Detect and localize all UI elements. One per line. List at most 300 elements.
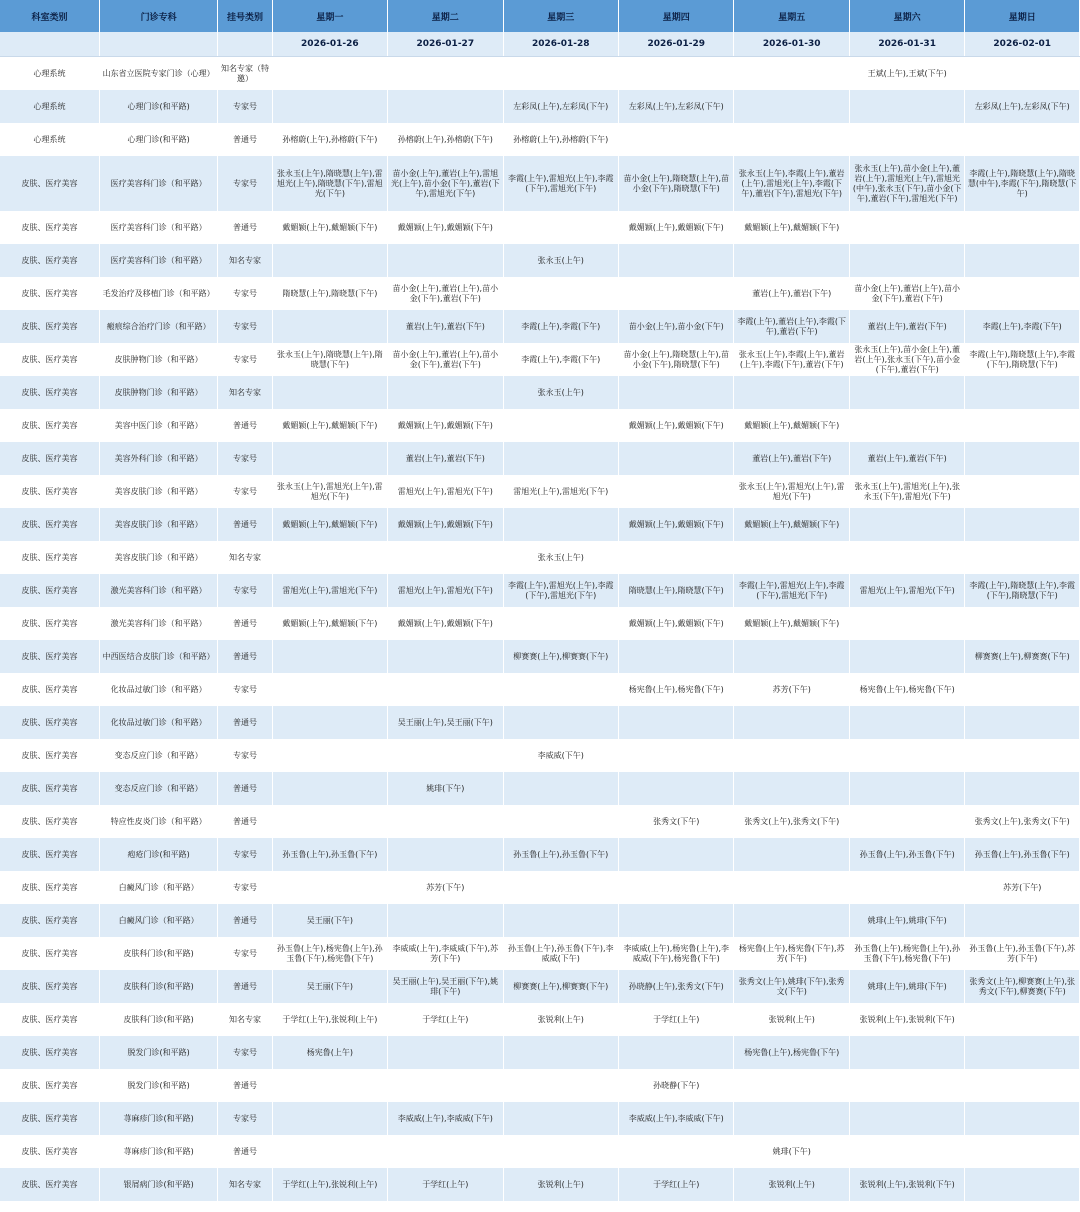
schedule-cell: [734, 1102, 849, 1135]
column-header: 星期六: [849, 0, 964, 32]
schedule-cell: [388, 244, 503, 277]
schedule-cell: [849, 1135, 964, 1168]
reg-type-cell: 知名专家: [218, 1168, 272, 1201]
table-row: [0, 574, 1080, 607]
schedule-cell: [849, 640, 964, 673]
schedule-cell: [503, 706, 618, 739]
schedule-cell: [272, 871, 387, 904]
schedule-cell: 戴媚颖(上午),戴媚颖(下午): [734, 409, 849, 442]
table-row: [0, 739, 1080, 772]
reg-type-cell: 专家号: [218, 90, 272, 123]
dept-cell: 皮肤、医疗美容: [0, 343, 99, 376]
date-header: 2026-01-29: [619, 32, 734, 57]
schedule-cell: [272, 805, 387, 838]
clinic-cell: 激光美容科门诊（和平路）: [99, 574, 217, 607]
schedule-cell: 张永玉(上午),李霞(上午),董岩(上午),李霞(下午),董岩(下午): [734, 343, 849, 376]
schedule-cell: 李威威(上午),李威威(下午): [619, 1102, 734, 1135]
schedule-cell: 于学红(上午): [388, 1168, 503, 1201]
schedule-cell: 柳赛赛(上午),柳赛赛(下午): [965, 640, 1080, 673]
dept-cell: 皮肤、医疗美容: [0, 1036, 99, 1069]
date-header: [218, 32, 272, 57]
schedule-cell: 张秀文(下午): [619, 805, 734, 838]
schedule-cell: [503, 772, 618, 805]
schedule-cell: 李威威(上午),李威威(下午): [388, 1102, 503, 1135]
table-row: [0, 277, 1080, 310]
clinic-cell: 医疗美容科门诊（和平路）: [99, 156, 217, 211]
dept-cell: 皮肤、医疗美容: [0, 1135, 99, 1168]
dept-cell: 皮肤、医疗美容: [0, 277, 99, 310]
dept-cell: 皮肤、医疗美容: [0, 508, 99, 541]
dept-cell: 皮肤、医疗美容: [0, 1003, 99, 1036]
schedule-cell: [272, 442, 387, 475]
dept-cell: 皮肤、医疗美容: [0, 1069, 99, 1102]
table-row: [0, 310, 1080, 343]
schedule-cell: [734, 1069, 849, 1102]
reg-type-cell: 知名专家（特邀）: [218, 57, 272, 91]
schedule-cell: [619, 739, 734, 772]
schedule-cell: [503, 409, 618, 442]
clinic-cell: 白癜风门诊（和平路）: [99, 871, 217, 904]
schedule-cell: 孙玉鲁(上午),孙玉鲁(下午): [965, 838, 1080, 871]
table-row: [0, 409, 1080, 442]
reg-type-cell: 专家号: [218, 673, 272, 706]
dept-cell: 皮肤、医疗美容: [0, 673, 99, 706]
clinic-cell: 毛发治疗及移植门诊（和平路）: [99, 277, 217, 310]
schedule-cell: 戴媚颖(上午),戴媚颖(下午): [388, 508, 503, 541]
schedule-cell: [272, 673, 387, 706]
column-header: 挂号类别: [218, 0, 272, 32]
schedule-cell: [619, 1036, 734, 1069]
schedule-cell: [388, 640, 503, 673]
reg-type-cell: 知名专家: [218, 541, 272, 574]
schedule-cell: [965, 673, 1080, 706]
schedule-cell: [388, 1036, 503, 1069]
schedule-cell: [965, 211, 1080, 244]
schedule-cell: [965, 1069, 1080, 1102]
table-row: [0, 376, 1080, 409]
reg-type-cell: 知名专家: [218, 244, 272, 277]
reg-type-cell: 专家号: [218, 343, 272, 376]
schedule-cell: 董岩(上午),董岩(下午): [734, 277, 849, 310]
schedule-cell: [619, 475, 734, 508]
schedule-cell: 李威威(上午),杨宪鲁(上午),李威威(下午),杨宪鲁(下午): [619, 937, 734, 970]
dept-cell: 皮肤、医疗美容: [0, 475, 99, 508]
schedule-cell: [849, 541, 964, 574]
column-header: 星期五: [734, 0, 849, 32]
schedule-cell: 张永玉(上午),雷旭光(上午),雷旭光(下午): [272, 475, 387, 508]
schedule-cell: 孙晓静(上午),张秀文(下午): [619, 970, 734, 1003]
dept-cell: 皮肤、医疗美容: [0, 409, 99, 442]
schedule-cell: [388, 1135, 503, 1168]
schedule-cell: 孙玉鲁(上午),孙玉鲁(下午),李威威(下午): [503, 937, 618, 970]
schedule-cell: [849, 211, 964, 244]
schedule-cell: 吴王丽(下午): [272, 970, 387, 1003]
schedule-cell: 孙玉鲁(上午),杨宪鲁(上午),孙玉鲁(下午),杨宪鲁(下午): [272, 937, 387, 970]
schedule-cell: 张锐利(上午),张锐利(下午): [849, 1003, 964, 1036]
reg-type-cell: 专家号: [218, 156, 272, 211]
schedule-cell: 杨宪鲁(上午),杨宪鲁(下午): [734, 1036, 849, 1069]
schedule-cell: 张永玉(上午),苗小金(上午),董岩(上午),雷旭光(上午),雷旭光(中午),张永玉(下午),苗小金(下午),董岩(下午),雷旭光(下午): [849, 156, 964, 211]
dept-cell: 皮肤、医疗美容: [0, 442, 99, 475]
clinic-cell: 美容外科门诊（和平路）: [99, 442, 217, 475]
schedule-cell: 张永玉(上午),雷旭光(上午),雷旭光(下午): [734, 475, 849, 508]
reg-type-cell: 普通号: [218, 607, 272, 640]
clinic-cell: 医疗美容科门诊（和平路）: [99, 211, 217, 244]
schedule-cell: [965, 508, 1080, 541]
reg-type-cell: 普通号: [218, 211, 272, 244]
reg-type-cell: 专家号: [218, 574, 272, 607]
schedule-cell: 张永玉(上午): [503, 376, 618, 409]
schedule-cell: [388, 57, 503, 91]
schedule-cell: [965, 904, 1080, 937]
schedule-cell: 戴媚颖(上午),戴媚颖(下午): [619, 211, 734, 244]
schedule-cell: 董岩(上午),董岩(下午): [388, 442, 503, 475]
schedule-cell: [619, 640, 734, 673]
schedule-cell: 杨宪鲁(上午),杨宪鲁(下午): [849, 673, 964, 706]
date-header: [0, 32, 99, 57]
reg-type-cell: 专家号: [218, 937, 272, 970]
table-row: [0, 57, 1080, 91]
schedule-cell: [388, 673, 503, 706]
schedule-cell: [619, 541, 734, 574]
schedule-cell: [272, 640, 387, 673]
clinic-cell: 皮肤科门诊(和平路): [99, 937, 217, 970]
table-row: [0, 343, 1080, 376]
schedule-cell: 隋晓慧(上午),隋晓慧(下午): [272, 277, 387, 310]
date-header: 2026-01-30: [734, 32, 849, 57]
schedule-cell: 董岩(上午),董岩(下午): [388, 310, 503, 343]
schedule-cell: 戴媚颖(上午),戴媚颖(下午): [619, 508, 734, 541]
schedule-cell: [849, 409, 964, 442]
schedule-cell: [849, 772, 964, 805]
schedule-cell: 戴媚颖(上午),戴媚颖(下午): [734, 508, 849, 541]
schedule-cell: 于学红(上午): [619, 1168, 734, 1201]
schedule-cell: [503, 1036, 618, 1069]
clinic-cell: 荨麻疹门诊(和平路): [99, 1102, 217, 1135]
reg-type-cell: 专家号: [218, 739, 272, 772]
dept-cell: 皮肤、医疗美容: [0, 1102, 99, 1135]
schedule-cell: [619, 706, 734, 739]
header-row: [0, 0, 1080, 32]
schedule-cell: [849, 871, 964, 904]
schedule-cell: [849, 1069, 964, 1102]
schedule-cell: [503, 57, 618, 91]
schedule-cell: 姚琲(上午),姚琲(下午): [849, 970, 964, 1003]
clinic-cell: 美容皮肤门诊（和平路）: [99, 475, 217, 508]
reg-type-cell: 普通号: [218, 1069, 272, 1102]
schedule-cell: [849, 1036, 964, 1069]
schedule-cell: 董岩(上午),董岩(下午): [849, 310, 964, 343]
schedule-cell: 杨宪鲁(上午): [272, 1036, 387, 1069]
schedule-cell: 苗小金(上午),隋晓慧(上午),苗小金(下午),隋晓慧(下午): [619, 156, 734, 211]
schedule-cell: [965, 277, 1080, 310]
schedule-cell: [965, 244, 1080, 277]
schedule-cell: 苗小金(上午),董岩(上午),苗小金(下午),董岩(下午): [388, 343, 503, 376]
clinic-cell: 变态反应门诊（和平路）: [99, 739, 217, 772]
schedule-cell: [734, 838, 849, 871]
schedule-cell: [965, 541, 1080, 574]
schedule-cell: [734, 640, 849, 673]
schedule-cell: 李霞(上午),隋晓慧(上午),李霞(下午),隋晓慧(下午): [965, 343, 1080, 376]
table-row: [0, 1168, 1080, 1201]
schedule-cell: [272, 541, 387, 574]
schedule-cell: [965, 123, 1080, 156]
schedule-cell: [388, 904, 503, 937]
schedule-cell: 孙榕蔚(上午),孙榕蔚(下午): [503, 123, 618, 156]
schedule-cell: [849, 376, 964, 409]
schedule-cell: [272, 57, 387, 91]
table-row: [0, 805, 1080, 838]
reg-type-cell: 普通号: [218, 772, 272, 805]
dept-cell: 皮肤、医疗美容: [0, 376, 99, 409]
schedule-cell: 雷旭光(上午),雷旭光(下午): [272, 574, 387, 607]
reg-type-cell: 专家号: [218, 310, 272, 343]
schedule-cell: 孙玉鲁(上午),孙玉鲁(下午),苏芳(下午): [965, 937, 1080, 970]
schedule-cell: [849, 805, 964, 838]
schedule-cell: [388, 1069, 503, 1102]
schedule-cell: [734, 57, 849, 91]
dept-cell: 皮肤、医疗美容: [0, 541, 99, 574]
schedule-cell: 吴王丽(上午),吴王丽(下午),姚琲(下午): [388, 970, 503, 1003]
schedule-cell: 张锐利(上午): [734, 1003, 849, 1036]
clinic-cell: 皮肤肿物门诊（和平路）: [99, 343, 217, 376]
dept-cell: 皮肤、医疗美容: [0, 244, 99, 277]
schedule-cell: 张锐利(上午): [503, 1003, 618, 1036]
schedule-cell: [734, 904, 849, 937]
schedule-cell: [734, 376, 849, 409]
schedule-cell: [965, 772, 1080, 805]
clinic-cell: 化妆品过敏门诊（和平路）: [99, 706, 217, 739]
schedule-cell: [388, 838, 503, 871]
schedule-cell: 戴媚颖(上午),戴媚颖(下午): [388, 409, 503, 442]
reg-type-cell: 普通号: [218, 706, 272, 739]
schedule-cell: 戴媚颖(上午),戴媚颖(下午): [272, 409, 387, 442]
schedule-cell: [503, 277, 618, 310]
schedule-cell: [619, 442, 734, 475]
column-header: 星期二: [388, 0, 503, 32]
reg-type-cell: 普通号: [218, 1135, 272, 1168]
reg-type-cell: 普通号: [218, 409, 272, 442]
clinic-cell: 皮肤科门诊(和平路): [99, 970, 217, 1003]
schedule-cell: 苗小金(上午),隋晓慧(上午),苗小金(下午),隋晓慧(下午): [619, 343, 734, 376]
clinic-cell: 美容中医门诊（和平路）: [99, 409, 217, 442]
schedule-cell: [849, 123, 964, 156]
table-row: [0, 640, 1080, 673]
schedule-cell: 戴媚颖(上午),戴媚颖(下午): [272, 211, 387, 244]
date-header: 2026-01-26: [272, 32, 387, 57]
schedule-cell: [965, 706, 1080, 739]
schedule-cell: [619, 277, 734, 310]
clinic-cell: 变态反应门诊（和平路）: [99, 772, 217, 805]
schedule-cell: [619, 772, 734, 805]
schedule-cell: [619, 1135, 734, 1168]
dept-cell: 皮肤、医疗美容: [0, 871, 99, 904]
schedule-cell: [388, 805, 503, 838]
table-row: [0, 244, 1080, 277]
schedule-cell: 吴王丽(上午),吴王丽(下午): [388, 706, 503, 739]
schedule-cell: 苗小金(上午),董岩(上午),苗小金(下午),董岩(下午): [388, 277, 503, 310]
reg-type-cell: 普通号: [218, 123, 272, 156]
schedule-cell: [734, 706, 849, 739]
dept-cell: 心理系统: [0, 90, 99, 123]
table-row: [0, 541, 1080, 574]
table-row: [0, 90, 1080, 123]
schedule-cell: [388, 739, 503, 772]
schedule-cell: [734, 244, 849, 277]
schedule-cell: [619, 871, 734, 904]
reg-type-cell: 专家号: [218, 838, 272, 871]
dept-cell: 皮肤、医疗美容: [0, 640, 99, 673]
column-header: 门诊专科: [99, 0, 217, 32]
table-row: [0, 211, 1080, 244]
schedule-cell: 于学红(上午),张锐利(上午): [272, 1168, 387, 1201]
schedule-cell: [272, 90, 387, 123]
dept-cell: 皮肤、医疗美容: [0, 156, 99, 211]
schedule-cell: 孙榕蔚(上午),孙榕蔚(下午): [388, 123, 503, 156]
clinic-cell: 特应性皮炎门诊（和平路）: [99, 805, 217, 838]
column-header: 星期四: [619, 0, 734, 32]
schedule-cell: 雷旭光(上午),雷旭光(下午): [388, 475, 503, 508]
schedule-cell: 姚琲(下午): [388, 772, 503, 805]
reg-type-cell: 专家号: [218, 871, 272, 904]
clinic-cell: 心理门诊(和平路): [99, 123, 217, 156]
schedule-cell: 李霞(上午),李霞(下午): [503, 343, 618, 376]
reg-type-cell: 专家号: [218, 475, 272, 508]
schedule-cell: 张秀文(上午),张秀文(下午): [965, 805, 1080, 838]
schedule-cell: [503, 1102, 618, 1135]
date-header: 2026-01-28: [503, 32, 618, 57]
schedule-cell: [849, 1102, 964, 1135]
schedule-cell: [734, 772, 849, 805]
schedule-cell: [734, 123, 849, 156]
dept-cell: 皮肤、医疗美容: [0, 904, 99, 937]
schedule-cell: 张永玉(上午),苗小金(上午),董岩(上午),张永玉(下午),苗小金(下午),董岩(下午): [849, 343, 964, 376]
table-row: [0, 772, 1080, 805]
schedule-cell: [965, 409, 1080, 442]
schedule-cell: 李霞(上午),雷旭光(上午),李霞(下午),雷旭光(下午): [734, 574, 849, 607]
schedule-cell: 雷旭光(上午),雷旭光(下午): [503, 475, 618, 508]
reg-type-cell: 知名专家: [218, 376, 272, 409]
dept-cell: 皮肤、医疗美容: [0, 937, 99, 970]
reg-type-cell: 知名专家: [218, 1003, 272, 1036]
schedule-cell: 王斌(上午),王斌(下午): [849, 57, 964, 91]
schedule-cell: 董岩(上午),董岩(下午): [734, 442, 849, 475]
schedule-cell: 柳赛赛(上午),柳赛赛(下午): [503, 640, 618, 673]
schedule-cell: [272, 244, 387, 277]
table-row: [0, 706, 1080, 739]
date-header: 2026-01-31: [849, 32, 964, 57]
table-row: [0, 838, 1080, 871]
table-row: [0, 475, 1080, 508]
clinic-cell: 美容皮肤门诊（和平路）: [99, 508, 217, 541]
schedule-cell: [849, 90, 964, 123]
schedule-cell: 戴媚颖(上午),戴媚颖(下午): [734, 211, 849, 244]
schedule-cell: 孙榕蔚(上午),孙榕蔚(下午): [272, 123, 387, 156]
schedule-cell: 董岩(上午),董岩(下午): [849, 442, 964, 475]
schedule-cell: [965, 442, 1080, 475]
schedule-cell: 孙玉鲁(上午),杨宪鲁(上午),孙玉鲁(下午),杨宪鲁(下午): [849, 937, 964, 970]
schedule-cell: [965, 1135, 1080, 1168]
dept-cell: 皮肤、医疗美容: [0, 739, 99, 772]
dept-cell: 皮肤、医疗美容: [0, 607, 99, 640]
dept-cell: 心理系统: [0, 57, 99, 91]
table-row: [0, 123, 1080, 156]
schedule-cell: [619, 376, 734, 409]
reg-type-cell: 专家号: [218, 277, 272, 310]
clinic-cell: 中西医结合皮肤门诊（和平路）: [99, 640, 217, 673]
clinic-cell: 医疗美容科门诊（和平路）: [99, 244, 217, 277]
schedule-cell: 孙晓静(下午): [619, 1069, 734, 1102]
schedule-cell: 孙玉鲁(上午),孙玉鲁(下午): [272, 838, 387, 871]
schedule-cell: 张永玉(上午),李霞(上午),董岩(上午),雷旭光(上午),李霞(下午),董岩(下午),雷旭光(下午): [734, 156, 849, 211]
table-row: [0, 1036, 1080, 1069]
reg-type-cell: 普通号: [218, 805, 272, 838]
schedule-cell: [503, 1069, 618, 1102]
schedule-cell: [272, 1069, 387, 1102]
schedule-cell: [734, 739, 849, 772]
schedule-cell: [272, 772, 387, 805]
reg-type-cell: 普通号: [218, 640, 272, 673]
column-header: 星期日: [965, 0, 1080, 32]
dept-cell: 皮肤、医疗美容: [0, 1168, 99, 1201]
schedule-cell: [965, 1003, 1080, 1036]
schedule-cell: 戴媚颖(上午),戴媚颖(下午): [272, 508, 387, 541]
schedule-cell: [619, 57, 734, 91]
schedule-cell: 张秀文(上午),姚琲(下午),张秀文(下午): [734, 970, 849, 1003]
schedule-cell: 隋晓慧(上午),隋晓慧(下午): [619, 574, 734, 607]
schedule-cell: [388, 90, 503, 123]
table-row: [0, 673, 1080, 706]
dept-cell: 皮肤、医疗美容: [0, 772, 99, 805]
schedule-cell: [965, 1168, 1080, 1201]
schedule-cell: [272, 310, 387, 343]
schedule-cell: [965, 1102, 1080, 1135]
schedule-cell: 戴媚颖(上午),戴媚颖(下午): [619, 607, 734, 640]
schedule-cell: [965, 607, 1080, 640]
date-header: [99, 32, 217, 57]
schedule-cell: [388, 541, 503, 574]
schedule-cell: 李霞(上午),李霞(下午): [965, 310, 1080, 343]
clinic-cell: 心理门诊(和平路): [99, 90, 217, 123]
schedule-cell: [503, 673, 618, 706]
reg-type-cell: 专家号: [218, 1036, 272, 1069]
schedule-cell: [849, 244, 964, 277]
dept-cell: 皮肤、医疗美容: [0, 310, 99, 343]
schedule-cell: [503, 904, 618, 937]
schedule-cell: 张永玉(上午): [503, 541, 618, 574]
schedule-cell: [503, 211, 618, 244]
table-row: [0, 970, 1080, 1003]
schedule-cell: 张锐利(上午),张锐利(下午): [849, 1168, 964, 1201]
schedule-cell: [734, 541, 849, 574]
schedule-cell: [965, 376, 1080, 409]
schedule-cell: 于学红(上午): [619, 1003, 734, 1036]
schedule-cell: [503, 805, 618, 838]
column-header: 星期一: [272, 0, 387, 32]
table-row: [0, 607, 1080, 640]
schedule-cell: 李霞(上午),隋晓慧(上午),李霞(下午),隋晓慧(下午): [965, 574, 1080, 607]
schedule-cell: [503, 871, 618, 904]
table-row: [0, 1069, 1080, 1102]
schedule-cell: 柳赛赛(上午),柳赛赛(下午): [503, 970, 618, 1003]
clinic-cell: 皮肤肿物门诊（和平路）: [99, 376, 217, 409]
schedule-cell: [619, 123, 734, 156]
clinic-cell: 激光美容科门诊（和平路）: [99, 607, 217, 640]
clinic-cell: 疱疮门诊(和平路): [99, 838, 217, 871]
schedule-cell: 李霞(上午),李霞(下午): [503, 310, 618, 343]
table-row: [0, 937, 1080, 970]
schedule-cell: 李霞(上午),雷旭光(上午),李霞(下午),雷旭光(下午): [503, 574, 618, 607]
